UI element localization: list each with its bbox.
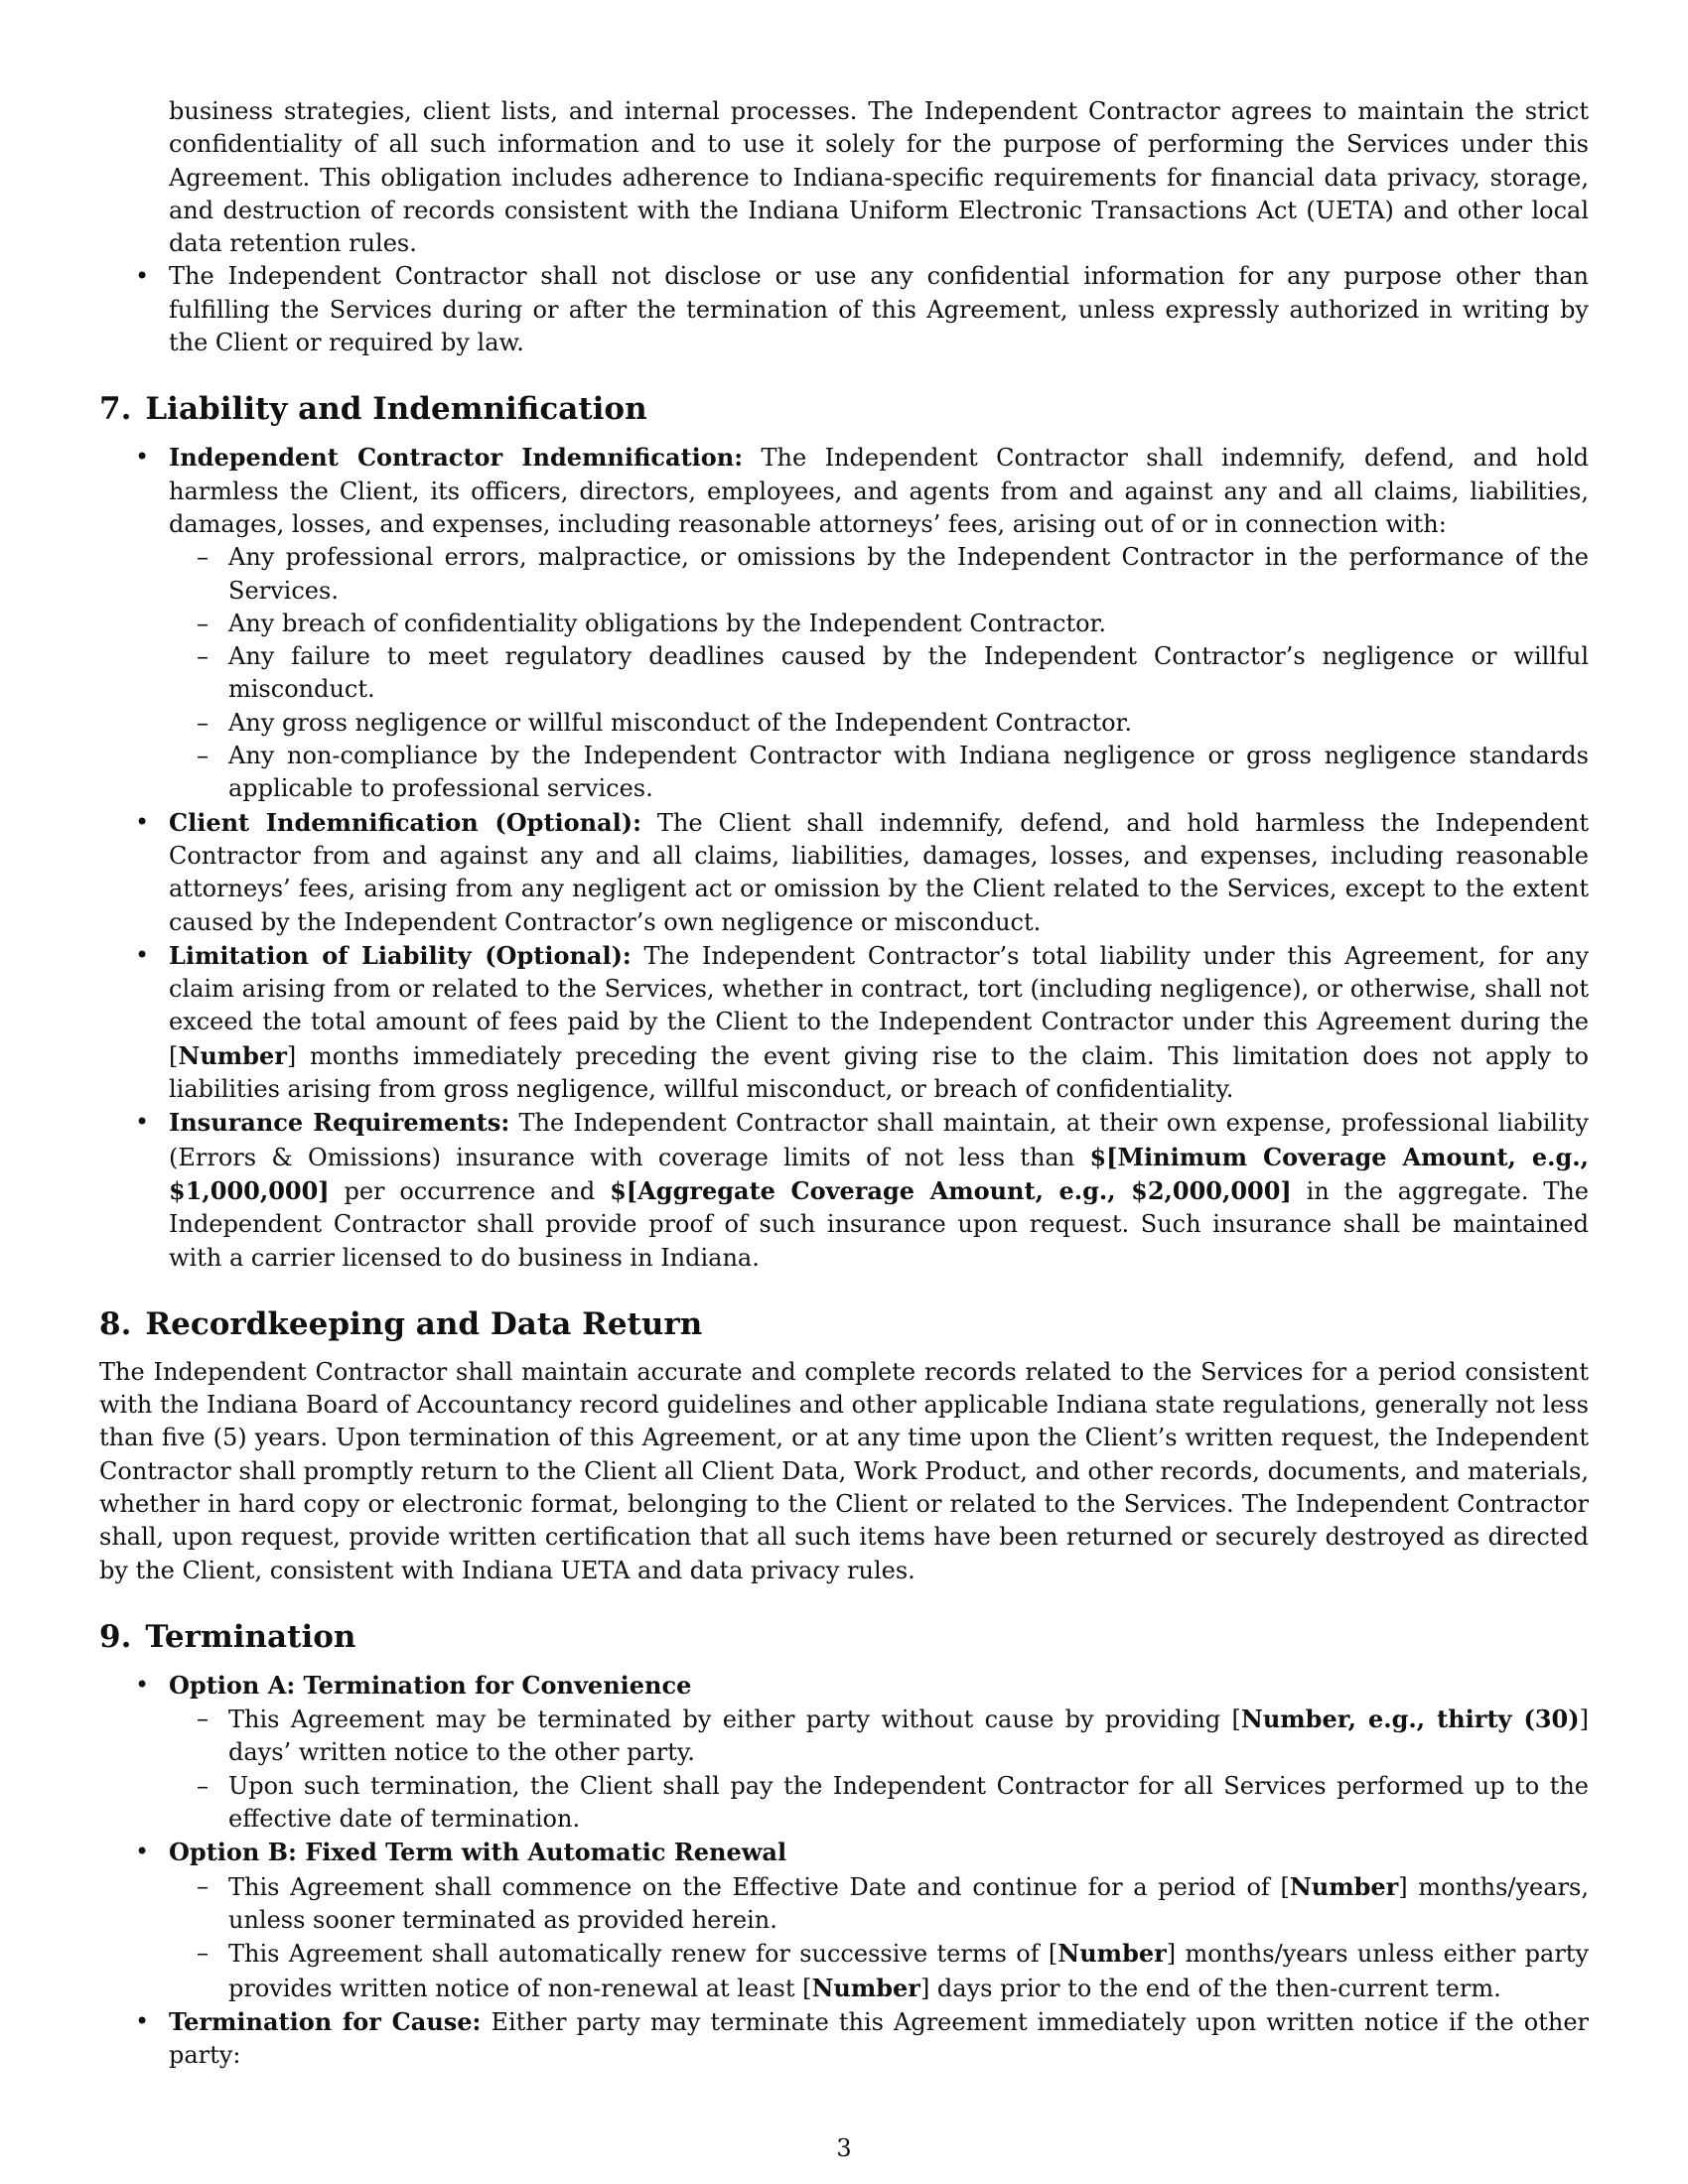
section-title: Termination xyxy=(145,1618,356,1655)
page-number: 3 xyxy=(836,2134,852,2162)
top-bullet-list xyxy=(99,260,1589,359)
sub-text: ] months/years unless either party provides written notice of non-renewal at least [ xyxy=(228,1940,1590,2002)
sub-item: – Any professional errors, malpractice, or omissions by the Independent Contractor in the performance of the Services. xyxy=(99,541,1589,608)
bullet-insurance-requirements xyxy=(99,1106,1589,1274)
section-9-list xyxy=(99,1669,1589,2073)
bullet-text: ] months immediately preceding the event giving rise to the claim. This limitation does not apply to liabilities arising from gross negligence, willful misconduct, or breach of confidentiality. xyxy=(169,1041,1589,1104)
sub-text: ] days prior to the end of the then-current term. xyxy=(919,1974,1501,2002)
placeholder-number: Number xyxy=(178,1040,287,1070)
bullet-contractor-indemnification xyxy=(99,441,1589,541)
bullet-label: Option B: Fixed Term with Automatic Renewal xyxy=(169,1838,787,1867)
bullet-text: The Independent Contractor shall indemnify, defend, and hold harmless the Client, its officers, directors, employees, and agents from and against any and all claims, liabilities, damages, losses, and expenses, including reasonable attorneys’ fees, arising out of or in connection with: xyxy=(169,444,1589,538)
sub-item: – Any failure to meet regulatory deadlines caused by the Independent Contractor’s negligence or willful misconduct. xyxy=(99,640,1589,707)
sub-text: This Agreement shall commence on the Effective Date and continue for a period of [ xyxy=(228,1872,1290,1901)
bullet-no-disclose: • The Independent Contractor shall not disclose or use any confidential information for any purpose other than fulfilling the Services during or after the termination of this Agreement, unless expressly authorized in writing by the Client or required by law. xyxy=(99,260,1589,359)
sub-text: ] months/years, unless sooner terminated as provided herein. xyxy=(228,1872,1589,1934)
bullet-label: Termination for Cause: xyxy=(169,2006,482,2036)
sub-item: – Any non-compliance by the Independent Contractor with Indiana negligence or gross negligence standards applicable to professional services. xyxy=(99,740,1589,806)
bullet-text: per occurrence and xyxy=(329,1176,611,1205)
section-number: 9. xyxy=(99,1618,132,1655)
bullet-label: Independent Contractor Indemnification: xyxy=(169,443,744,473)
document-page xyxy=(99,95,1589,2072)
sub-text: ] days’ written notice to the other party. xyxy=(228,1706,1589,1767)
bullet-option-b xyxy=(99,1836,1589,1869)
bullet-limitation-of-liability xyxy=(99,939,1589,1106)
bullet-text: The Client shall indemnify, defend, and hold harmless the Independent Contractor from and against any and all claims, liabilities, damages, losses, and expenses, including reasonable attorneys’ fees, arising from any negligent act or omission by the Client related to the Services, except to the extent caused by the Independent Contractor’s own negligence or misconduct. xyxy=(169,808,1589,936)
sub-item xyxy=(99,1870,1589,1938)
sub-item xyxy=(99,1703,1589,1770)
sub-text: This Agreement shall automatically renew for successive terms of [ xyxy=(228,1940,1058,1969)
placeholder-aggregate-coverage: $[Aggregate Coverage Amount, e.g., $2,000,000] xyxy=(610,1175,1292,1205)
section-title: Liability and Indemnification xyxy=(145,391,647,428)
bullet-label: Client Indemnification (Optional): xyxy=(169,807,641,837)
bullet-label: Option A: Termination for Convenience xyxy=(169,1670,692,1700)
section-8-paragraph: The Independent Contractor shall maintain accurate and complete records related to the Services for a period consistent with the Indiana Board of Accountancy record guidelines and other applicable Indiana state regulations, generally not less than five (5) years. Upon termination of this Agreement, or at any time upon the Client’s written request, the Independent Contractor shall promptly return to the Client all Client Data, Work Product, and other records, documents, and materials, whether in hard copy or electronic format, belonging to the Client or related to the Services. The Independent Contractor shall, upon request, provide written certification that all such items have been returned or securely destroyed as directed by the Client, consistent with Indiana UETA and data privacy rules. xyxy=(99,1357,1589,1584)
placeholder-number: Number xyxy=(1057,1939,1167,1969)
section-9-heading xyxy=(99,1617,1589,1657)
section-title: Recordkeeping and Data Return xyxy=(145,1305,703,1342)
placeholder-number: Number xyxy=(811,1973,920,2002)
section-7-heading xyxy=(99,389,1589,429)
bullet-text: Either party may terminate this Agreement immediately upon written notice if the other party: xyxy=(169,2007,1589,2070)
bullet-text: The Independent Contractor’s total liability under this Agreement, for any claim arising from or related to the Services, whether in contract, tort (including negligence), or otherwise, shall not exceed the total amount of fees paid by the Client to the Independent Contractor under this Agreement during the [ xyxy=(169,941,1590,1070)
sub-item: – Any breach of confidentiality obligations by the Independent Contractor. xyxy=(99,608,1589,640)
continued-paragraph: business strategies, client lists, and internal processes. The Independent Contractor agrees to maintain the strict confidentiality of all such information and to use it solely for the purpose of performing the Services under this Agreement. This obligation includes adherence to Indiana-specific requirements for financial data privacy, storage, and destruction of records consistent with the Indiana Uniform Electronic Transactions Act (UETA) and other local data retention rules. xyxy=(169,97,1589,258)
section-7-list xyxy=(99,441,1589,1274)
placeholder-number: Number xyxy=(1289,1871,1399,1901)
section-number: 8. xyxy=(99,1305,132,1342)
section-8-heading xyxy=(99,1304,1589,1344)
bullet-label: Limitation of Liability (Optional): xyxy=(169,940,632,970)
placeholder-minimum-coverage: $[Minimum Coverage Amount, e.g., $1,000,000] xyxy=(169,1142,1589,1205)
sub-text: This Agreement may be terminated by either party without cause by providing [ xyxy=(228,1706,1241,1734)
bullet-text: The Independent Contractor shall maintain, at their own expense, professional liability (Errors & Omissions) insurance with coverage limits of not less than xyxy=(169,1109,1589,1171)
section-number: 7. xyxy=(99,391,132,428)
bullet-text: in the aggregate. The Independent Contractor shall provide proof of such insurance upon request. Such insurance shall be maintained with a carrier licensed to do business in Indiana. xyxy=(169,1176,1589,1272)
bullet-termination-for-cause xyxy=(99,2005,1589,2073)
bullet-label: Insurance Requirements: xyxy=(169,1108,510,1138)
sub-item: – Any gross negligence or willful misconduct of the Independent Contractor. xyxy=(99,707,1589,740)
placeholder-notice-days: Number, e.g., thirty (30) xyxy=(1240,1705,1580,1734)
sub-item xyxy=(99,1937,1589,2005)
sub-item: – Upon such termination, the Client shall pay the Independent Contractor for all Services performed up to the effective date of termination. xyxy=(99,1770,1589,1837)
bullet-client-indemnification xyxy=(99,806,1589,939)
bullet-option-a xyxy=(99,1669,1589,1703)
